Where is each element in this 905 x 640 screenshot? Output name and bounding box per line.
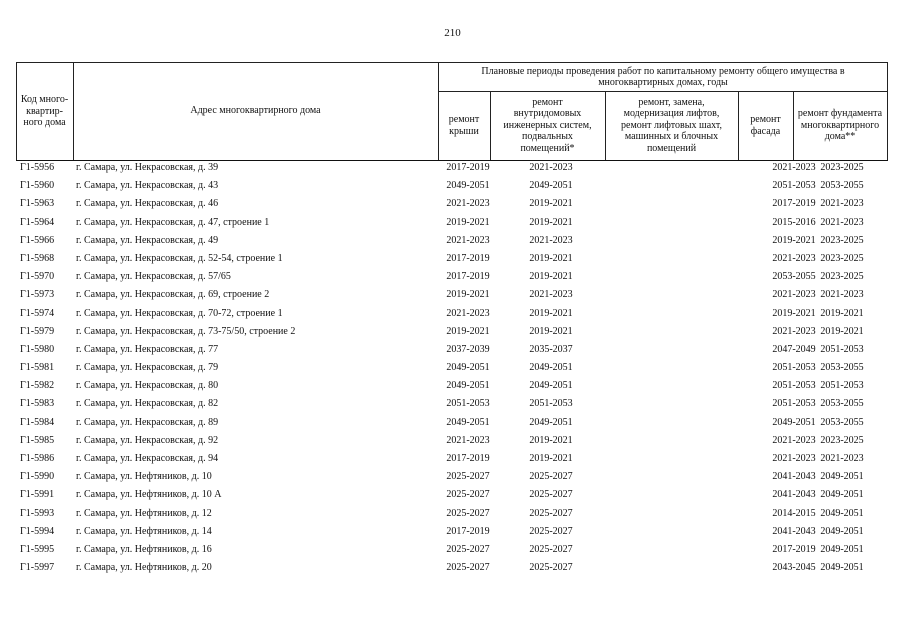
cell-code: Г1-5956 [20, 162, 55, 173]
table-row [16, 450, 888, 468]
cell-roof: 2037-2039 [446, 343, 490, 355]
cell-systems: 2019-2021 [529, 325, 573, 337]
cell-foundation: 2023-2025 [820, 252, 864, 264]
cell-code: Г1-5983 [20, 398, 55, 410]
cell-address: г. Самара, ул. Некрасовская, д. 46 [76, 198, 219, 210]
table-row [16, 214, 888, 232]
cell-address: г. Самара, ул. Некрасовская, д. 70-72, строение 1 [76, 307, 283, 319]
cell-roof: 2049-2051 [446, 416, 490, 428]
cell-facade: 2021-2023 [772, 434, 816, 446]
cell-foundation: 2049-2051 [820, 471, 864, 483]
cell-address: г. Самара, ул. Некрасовская, д. 77 [76, 343, 219, 355]
cell-roof: 2017-2019 [446, 525, 490, 537]
cell-code: Г1-5980 [20, 343, 55, 355]
cell-address: г. Самара, ул. Некрасовская, д. 92 [76, 434, 219, 446]
cell-foundation: 2023-2025 [820, 271, 864, 283]
cell-foundation: 2021-2023 [820, 289, 864, 301]
cell-code: Г1-5982 [20, 380, 55, 392]
cell-foundation: 2019-2021 [820, 307, 864, 319]
cell-systems: 2019-2021 [529, 434, 573, 446]
cell-roof: 2025-2027 [446, 507, 490, 519]
cell-roof: 2051-2053 [446, 398, 490, 410]
cell-systems: 2025-2027 [529, 525, 573, 537]
table-row [16, 505, 888, 523]
cell-code: Г1-5981 [20, 362, 55, 374]
cell-systems: 2049-2051 [529, 380, 573, 392]
cell-foundation: 2049-2051 [820, 489, 864, 501]
cell-facade: 2021-2023 [772, 325, 816, 337]
table-row [16, 323, 888, 341]
table-row [16, 395, 888, 413]
cell-code: Г1-5966 [20, 234, 55, 246]
table-row [16, 159, 888, 177]
cell-code: Г1-5963 [20, 198, 55, 210]
table-row [16, 341, 888, 359]
cell-systems: 2019-2021 [529, 307, 573, 319]
cell-roof: 2021-2023 [446, 307, 490, 319]
cell-code: Г1-5974 [20, 307, 55, 319]
cell-facade: 2015-2016 [772, 216, 816, 228]
cell-systems: 2049-2051 [529, 416, 573, 428]
cell-address: г. Самара, ул. Некрасовская, д. 47, строение 1 [76, 216, 270, 228]
cell-systems: 2049-2051 [529, 362, 573, 374]
table-row [16, 268, 888, 286]
cell-address: г. Самара, ул. Некрасовская, д. 82 [76, 398, 219, 410]
cell-address: г. Самара, ул. Нефтяников, д. 10 А [76, 489, 222, 501]
table-row [16, 468, 888, 486]
cell-address: г. Самара, ул. Некрасовская, д. 52-54, строение 1 [76, 252, 283, 264]
cell-systems: 2025-2027 [529, 507, 573, 519]
cell-roof: 2049-2051 [446, 362, 490, 374]
cell-address: г. Самара, ул. Некрасовская, д. 43 [76, 180, 219, 192]
header-lifts: ремонт, замена, модернизация лифтов, ремонт лифтовых шахт, машинных и блочных помещений [621, 96, 722, 154]
table-row [16, 359, 888, 377]
cell-facade: 2041-2043 [772, 525, 816, 537]
cell-foundation: 2049-2051 [820, 525, 864, 537]
header-code: Код много- квартир- ного дома [20, 94, 69, 129]
table-row [16, 559, 888, 577]
cell-address: г. Самара, ул. Нефтяников, д. 14 [76, 525, 212, 537]
cell-address: г. Самара, ул. Некрасовская, д. 94 [76, 453, 219, 464]
cell-systems: 2019-2021 [529, 216, 573, 228]
cell-roof: 2017-2019 [446, 162, 490, 173]
cell-foundation: 2051-2053 [820, 380, 864, 392]
header-address: Адрес многоквартирного дома [190, 105, 321, 116]
cell-facade: 2051-2053 [772, 180, 816, 192]
table-row [16, 541, 888, 559]
table-row [16, 177, 888, 195]
cell-foundation: 2023-2025 [820, 434, 864, 446]
cell-roof: 2025-2027 [446, 489, 490, 501]
header-roof: ремонт крыши [448, 114, 480, 137]
cell-facade: 2051-2053 [772, 380, 816, 392]
cell-systems: 2019-2021 [529, 198, 573, 210]
cell-facade: 2017-2019 [772, 543, 816, 555]
table-row [16, 414, 888, 432]
cell-code: Г1-5994 [20, 525, 55, 537]
cell-foundation: 2053-2055 [820, 362, 864, 374]
cell-foundation: 2053-2055 [820, 398, 864, 410]
cell-facade: 2043-2045 [772, 562, 816, 574]
cell-systems: 2019-2021 [529, 271, 573, 283]
cell-systems: 2019-2021 [529, 252, 573, 264]
cell-code: Г1-5986 [20, 453, 55, 464]
cell-facade: 2021-2023 [772, 453, 816, 464]
cell-facade: 2047-2049 [772, 343, 816, 355]
cell-address: г. Самара, ул. Нефтяников, д. 20 [76, 562, 212, 574]
cell-systems: 2025-2027 [529, 471, 573, 483]
cell-address: г. Самара, ул. Некрасовская, д. 73-75/50, строение 2 [76, 325, 296, 337]
cell-code: Г1-5985 [20, 434, 55, 446]
cell-roof: 2017-2019 [446, 453, 490, 464]
table-row [16, 305, 888, 323]
cell-systems: 2035-2037 [529, 343, 573, 355]
cell-foundation: 2019-2021 [820, 325, 864, 337]
cell-roof: 2021-2023 [446, 234, 490, 246]
cell-facade: 2051-2053 [772, 398, 816, 410]
cell-systems: 2019-2021 [529, 453, 573, 464]
cell-foundation: 2021-2023 [820, 198, 864, 210]
cell-roof: 2049-2051 [446, 380, 490, 392]
cell-facade: 2021-2023 [772, 162, 816, 173]
cell-address: г. Самара, ул. Некрасовская, д. 57/65 [76, 271, 231, 283]
cell-address: г. Самара, ул. Некрасовская, д. 80 [76, 380, 219, 392]
cell-address: г. Самара, ул. Некрасовская, д. 89 [76, 416, 219, 428]
page-number: 210 [444, 27, 461, 39]
cell-roof: 2017-2019 [446, 252, 490, 264]
table-row [16, 195, 888, 213]
cell-roof: 2021-2023 [446, 198, 490, 210]
cell-roof: 2021-2023 [446, 434, 490, 446]
cell-foundation: 2049-2051 [820, 562, 864, 574]
cell-address: г. Самара, ул. Некрасовская, д. 79 [76, 362, 219, 374]
cell-address: г. Самара, ул. Некрасовская, д. 69, строение 2 [76, 289, 270, 301]
header-periods: Плановые периоды проведения работ по капитальному ремонту общего имущества в многоквартирных домах, годы [481, 65, 845, 88]
cell-roof: 2025-2027 [446, 471, 490, 483]
cell-systems: 2051-2053 [529, 398, 573, 410]
header-foundation: ремонт фундамента многоквартирного дома** [797, 108, 883, 143]
table-header [16, 62, 888, 161]
cell-roof: 2019-2021 [446, 216, 490, 228]
cell-foundation: 2053-2055 [820, 180, 864, 192]
cell-systems: 2025-2027 [529, 543, 573, 555]
cell-code: Г1-5968 [20, 252, 55, 264]
cell-systems: 2021-2023 [529, 234, 573, 246]
header-facade: ремонт фасада [750, 114, 781, 137]
cell-facade: 2051-2053 [772, 362, 816, 374]
table-row [16, 432, 888, 450]
cell-code: Г1-5993 [20, 507, 55, 519]
cell-foundation: 2021-2023 [820, 216, 864, 228]
cell-foundation: 2049-2051 [820, 543, 864, 555]
table-row [16, 486, 888, 504]
cell-code: Г1-5984 [20, 416, 55, 428]
cell-roof: 2019-2021 [446, 325, 490, 337]
cell-roof: 2019-2021 [446, 289, 490, 301]
cell-facade: 2019-2021 [772, 307, 816, 319]
table-body [16, 159, 888, 577]
cell-facade: 2017-2019 [772, 198, 816, 210]
cell-foundation: 2053-2055 [820, 416, 864, 428]
cell-foundation: 2051-2053 [820, 343, 864, 355]
table-row [16, 286, 888, 304]
cell-code: Г1-5973 [20, 289, 55, 301]
cell-address: г. Самара, ул. Некрасовская, д. 39 [76, 162, 219, 173]
cell-code: Г1-5991 [20, 489, 55, 501]
cell-facade: 2041-2043 [772, 489, 816, 501]
cell-facade: 2021-2023 [772, 252, 816, 264]
table-row [16, 232, 888, 250]
table-row [16, 250, 888, 268]
cell-facade: 2021-2023 [772, 289, 816, 301]
cell-systems: 2049-2051 [529, 180, 573, 192]
cell-code: Г1-5979 [20, 325, 55, 337]
cell-foundation: 2021-2023 [820, 453, 864, 464]
cell-code: Г1-5995 [20, 543, 55, 555]
header-systems: ремонт внутридомовых инженерных систем, подвальных помещений* [503, 96, 592, 154]
table-row [16, 377, 888, 395]
cell-foundation: 2049-2051 [820, 507, 864, 519]
cell-address: г. Самара, ул. Некрасовская, д. 49 [76, 234, 219, 246]
cell-foundation: 2023-2025 [820, 162, 864, 173]
cell-code: Г1-5960 [20, 180, 55, 192]
cell-address: г. Самара, ул. Нефтяников, д. 12 [76, 507, 212, 519]
cell-facade: 2019-2021 [772, 234, 816, 246]
cell-roof: 2025-2027 [446, 543, 490, 555]
cell-systems: 2021-2023 [529, 289, 573, 301]
cell-code: Г1-5990 [20, 471, 55, 483]
cell-systems: 2025-2027 [529, 562, 573, 574]
cell-systems: 2025-2027 [529, 489, 573, 501]
cell-address: г. Самара, ул. Нефтяников, д. 10 [76, 471, 212, 483]
cell-foundation: 2023-2025 [820, 234, 864, 246]
cell-facade: 2049-2051 [772, 416, 816, 428]
cell-facade: 2041-2043 [772, 471, 816, 483]
cell-code: Г1-5964 [20, 216, 55, 228]
cell-facade: 2053-2055 [772, 271, 816, 283]
cell-code: Г1-5997 [20, 562, 55, 574]
cell-address: г. Самара, ул. Нефтяников, д. 16 [76, 543, 212, 555]
cell-facade: 2014-2015 [772, 507, 816, 519]
cell-roof: 2017-2019 [446, 271, 490, 283]
cell-systems: 2021-2023 [529, 162, 573, 173]
cell-code: Г1-5970 [20, 271, 55, 283]
cell-roof: 2025-2027 [446, 562, 490, 574]
table-row [16, 523, 888, 541]
cell-roof: 2049-2051 [446, 180, 490, 192]
